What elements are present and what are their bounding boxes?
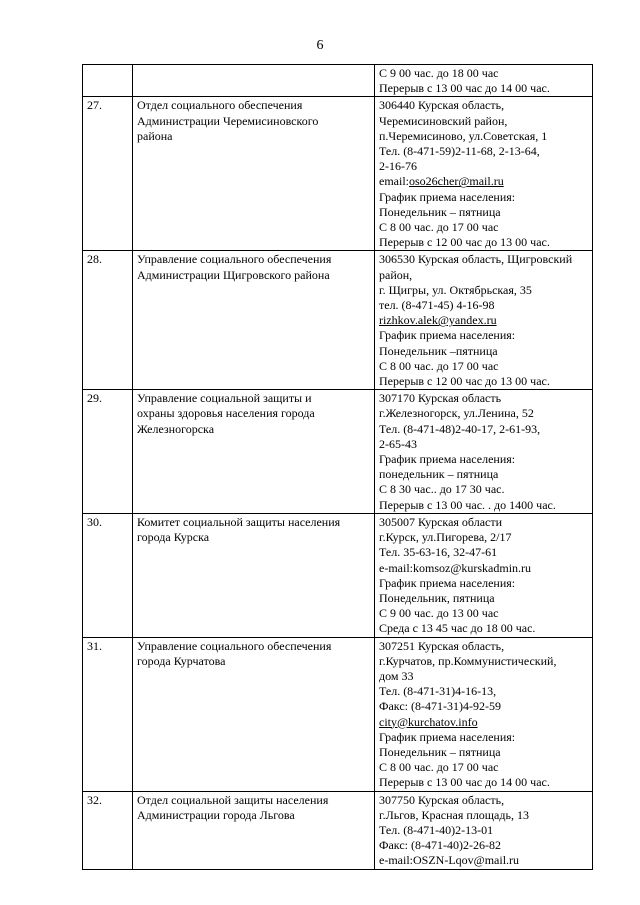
- organization-cell: [133, 390, 375, 514]
- schedule-line: График приема населения:: [379, 729, 516, 744]
- row-number: 32.: [87, 792, 102, 807]
- contact-info-cell: [375, 251, 593, 390]
- row-number-cell: [83, 65, 133, 97]
- info-line: 307170 Курская область: [379, 391, 502, 406]
- contact-info-cell: [375, 791, 593, 869]
- info-line: 306440 Курская область,: [379, 98, 505, 113]
- info-line: г.Железногорск, ул.Ленина, 52: [379, 406, 534, 421]
- info-line: 306530 Курская область, Щигровский: [379, 252, 573, 267]
- info-line: Факс: (8-471-40)2-26-82: [379, 838, 501, 853]
- table-row: [83, 390, 593, 514]
- table-row: [83, 637, 593, 791]
- page-number: 6: [316, 38, 324, 53]
- info-line: Понедельник, пятница: [379, 590, 495, 605]
- table-row: [83, 97, 593, 251]
- organization-name-line: города Курчатова: [137, 653, 226, 668]
- info-line: Черемисиновский район,: [379, 113, 508, 128]
- schedule-line: Понедельник – пятница: [379, 204, 501, 219]
- contact-info-cell: [375, 390, 593, 514]
- organization-cell: [133, 65, 375, 97]
- info-line: С 9 00 час. до 18 00 час: [379, 66, 499, 80]
- info-line: Среда с 13 45 час до 18 00 час.: [379, 621, 536, 636]
- organization-name-line: Отдел социального обеспечения: [137, 98, 303, 113]
- info-line: понедельник – пятница: [379, 467, 499, 482]
- email-prefix: email:: [379, 174, 409, 189]
- organization-name-line: Отдел социальной защиты населения: [137, 792, 329, 807]
- website-line: [379, 715, 588, 730]
- organization-name-line: Администрации Черемисиновского: [137, 113, 319, 128]
- organization-cell: [133, 513, 375, 637]
- info-line: г.Курчатов, пр.Коммунистический,: [379, 653, 557, 668]
- table-row: [83, 791, 593, 869]
- contact-info-cell: [375, 97, 593, 251]
- organization-name-line: охраны здоровья населения города: [137, 406, 315, 421]
- info-line: 2-65-43: [379, 436, 417, 451]
- info-line: г.Льгов, Красная площадь, 13: [379, 807, 529, 822]
- schedule-line: Понедельник –пятница: [379, 343, 498, 358]
- schedule-line: С 8 00 час. до 17 00 час: [379, 358, 499, 373]
- row-number: 28.: [87, 252, 102, 267]
- row-number-cell: [83, 251, 133, 390]
- row-number-cell: [83, 637, 133, 791]
- row-number-cell: [83, 791, 133, 869]
- contact-info-cell: [375, 513, 593, 637]
- organization-name-line: Администрации Щигровского района: [137, 267, 330, 282]
- info-line: Тел. (8-471-48)2-40-17, 2-61-93,: [379, 421, 541, 436]
- info-line: Перерыв с 13 00 час до 14 00 час.: [379, 81, 550, 96]
- info-line: График приема населения:: [379, 452, 516, 467]
- info-line: Перерыв с 13 00 час. . до 1400 час.: [379, 497, 556, 512]
- row-number-cell: [83, 97, 133, 251]
- info-line: Тел. (8-471-59)2-11-68, 2-13-64,: [379, 144, 540, 159]
- organization-name-line: города Курска: [137, 530, 210, 545]
- organization-name-line: Управление социальной защиты и: [137, 391, 312, 406]
- organization-name-line: Управление социального обеспечения: [137, 252, 332, 267]
- schedule-line: Понедельник – пятница: [379, 744, 501, 759]
- organization-cell: [133, 97, 375, 251]
- row-number: 27.: [87, 98, 102, 113]
- schedule-line: С 8 00 час. до 17 00 час: [379, 760, 499, 775]
- info-line: г.Курск, ул.Пигорева, 2/17: [379, 530, 512, 545]
- schedule-line: График приема населения:: [379, 328, 516, 343]
- info-line: Факс: (8-471-31)4-92-59: [379, 699, 501, 714]
- row-number: 29.: [87, 391, 102, 406]
- organization-name-line: района: [137, 128, 173, 143]
- info-line: С 8 30 час.. до 17 30 час.: [379, 482, 505, 497]
- info-line: 307750 Курская область,: [379, 792, 505, 807]
- social-services-table: [82, 64, 593, 870]
- info-line: Тел. (8-471-40)2-13-01: [379, 822, 494, 837]
- contact-info-cell: [375, 65, 593, 97]
- info-line: район,: [379, 267, 413, 282]
- email-link[interactable]: rizhkov.alek@yandex.ru: [379, 313, 497, 328]
- organization-name-line: Управление социального обеспечения: [137, 638, 332, 653]
- organization-name-line: Комитет социальной защиты населения: [137, 514, 341, 529]
- table-row: [83, 251, 593, 390]
- organization-name-line: Железногорска: [137, 421, 215, 436]
- info-line: Тел. (8-471-31)4-16-13,: [379, 684, 497, 699]
- organization-cell: [133, 791, 375, 869]
- schedule-line: График приема населения:: [379, 189, 516, 204]
- info-line: График приема населения:: [379, 575, 516, 590]
- info-line: 2-16-76: [379, 159, 417, 174]
- row-number-cell: [83, 513, 133, 637]
- info-line: С 9 00 час. до 13 00 час: [379, 606, 499, 621]
- info-line: Тел. 35-63-16, 32-47-61: [379, 545, 498, 560]
- row-number: 30.: [87, 514, 102, 529]
- website-link[interactable]: city@kurchatov.info: [379, 714, 478, 729]
- table-row: [83, 65, 593, 97]
- email-line: [379, 174, 588, 189]
- schedule-line: Перерыв с 12 00 час до 13 00 час.: [379, 235, 550, 250]
- contact-info-cell: [375, 637, 593, 791]
- table-row: [83, 513, 593, 637]
- info-line: 307251 Курская область,: [379, 638, 505, 653]
- info-line: п.Черемисиново, ул.Советская, 1: [379, 128, 548, 143]
- info-line: тел. (8-471-45) 4-16-98: [379, 298, 495, 313]
- email-link[interactable]: oso26cher@mail.ru: [409, 174, 504, 189]
- schedule-line: Перерыв с 12 00 час до 13 00 час.: [379, 374, 550, 389]
- organization-cell: [133, 637, 375, 791]
- row-number: 31.: [87, 638, 102, 653]
- email-line: [379, 313, 588, 328]
- organization-name-line: Администрации города Льгова: [137, 807, 295, 822]
- info-line: дом 33: [379, 668, 414, 683]
- schedule-line: С 8 00 час. до 17 00 час: [379, 220, 499, 235]
- row-number-cell: [83, 390, 133, 514]
- email-line[interactable]: e-mail:OSZN-Lqov@mail.ru: [379, 853, 520, 868]
- schedule-line: Перерыв с 13 00 час до 14 00 час.: [379, 775, 550, 790]
- info-line: 305007 Курская области: [379, 514, 503, 529]
- info-line: г. Щигры, ул. Октябрьская, 35: [379, 282, 532, 297]
- email-line[interactable]: e-mail:komsoz@kurskadmin.ru: [379, 560, 532, 575]
- organization-cell: [133, 251, 375, 390]
